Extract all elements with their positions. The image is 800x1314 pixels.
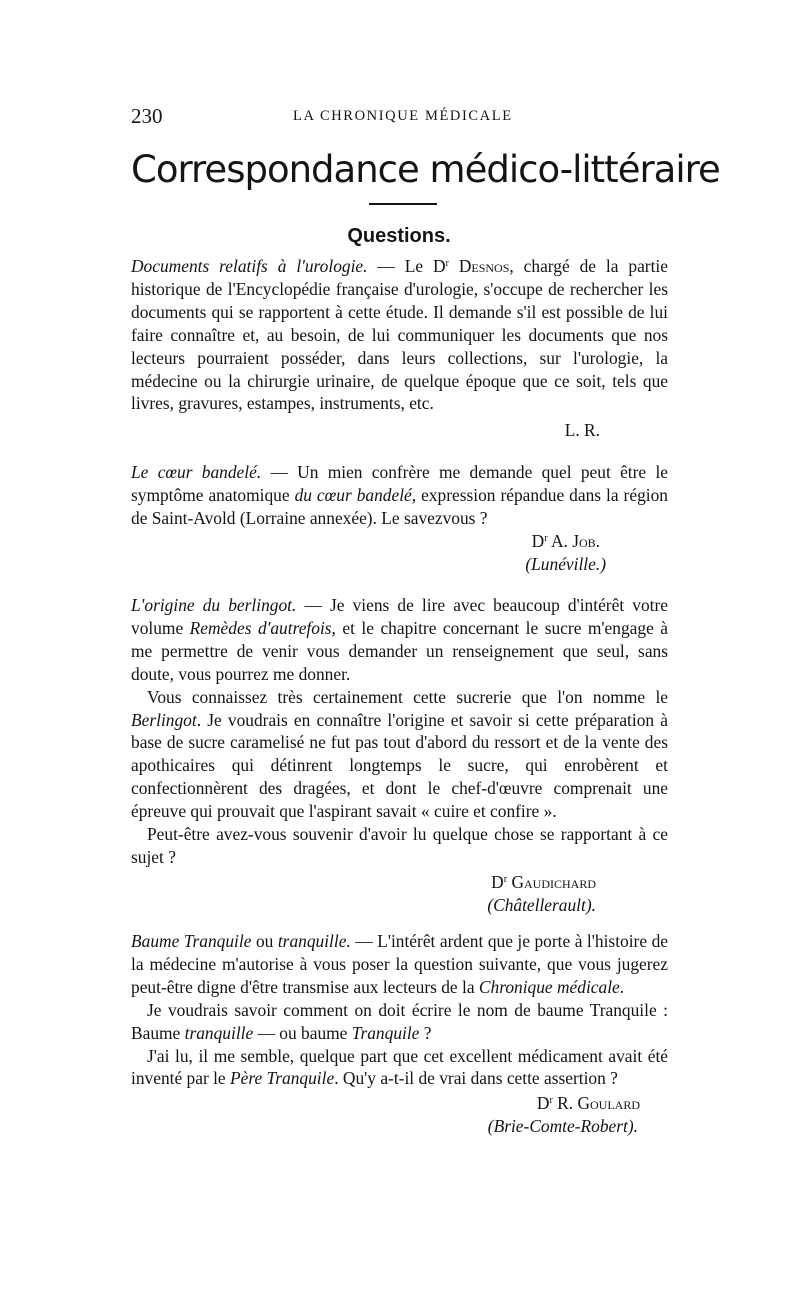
- page-number: 230: [131, 104, 163, 128]
- question-paragraph: Le cœur bandelé. — Un mien confrère me demande quel peut être le symptôme anatomique du cœur bandelé, expression répandue dans la région de Saint-Avold (Lorraine annexée). Le savezvous ?: [131, 462, 669, 528]
- page-header: [131, 104, 671, 134]
- signature: $D^r$ A. Job.: [531, 530, 600, 551]
- question-title: Baume Tranquile: [131, 931, 252, 951]
- signature-place: (Brie-Comte-Robert).: [487, 1116, 638, 1137]
- question-paragraph: Peut-être avez-vous souvenir d'avoir lu quelque chose se rapportant à ce sujet ?: [131, 824, 668, 867]
- question-baume-tranquile: [131, 930, 668, 1138]
- question-berlingot: [131, 594, 668, 917]
- question-title: Le cœur bandelé.: [131, 462, 262, 482]
- question-paragraph: J'ai lu, il me semble, quelque part que cet excellent médicament avait été inventé par le Père Tranquile. Qu'y a-t-il de vrai dans cette assertion ?: [131, 1045, 668, 1089]
- title-divider: [369, 203, 437, 205]
- question-paragraph: Vous connaissez très certainement cette sucrerie que l'on nomme le Berlingot. Je voudrais en connaître l'origine et savoir si cette préparation à base de sucre caramelisé ne fut pas tout d'abord du ressort et de la vente des apothicaires qui détinrent longtemps le sucre, qui enrobèrent et confectionnèrent des dragées, et dont le chef-d'œuvre comprenait une épreuve qui prouvait que l'aspirant savait « cuire et confire ».: [131, 686, 668, 822]
- question-title: L'origine du berlingot.: [131, 595, 297, 615]
- question-coeur-bandele: [131, 461, 668, 576]
- signature: $D^r$ R. Goulard: [536, 1093, 640, 1114]
- signature: L. R.: [564, 420, 600, 441]
- question-title: Documents relatifs à l'urologie.: [131, 256, 368, 276]
- person-name: Desnos: [458, 256, 510, 276]
- article-title: Correspondance médico-littéraire: [131, 148, 720, 191]
- question-paragraph: Documents relatifs à l'urologie. — Le $D^r$ Desnos, chargé de la partie historique de l'Encyclopédie française d'urologie, s'occupe de rechercher les documents qui se rapportent à cette étude. Il demande s'il est possible de lui faire connaître et, au besoin, de lui communiquer les documents que nos lecteurs pourraient posséder, dans leurs collections, sur l'urologie, la médecine ou la chirurgie urinaire, de quelque époque que ce soit, tels que livres, gravures, estampes, instruments, etc.: [131, 256, 668, 414]
- signature-place: (Lunéville.): [525, 553, 606, 574]
- question-paragraph: Je voudrais savoir comment on doit écrire le nom de baume Tranquile : Baume tranquille — ou baume Tranquile ?: [131, 999, 668, 1043]
- question-paragraph: L'origine du berlingot. — Je viens de lire avec beaucoup d'intérêt votre volume Remèdes d'autrefois, et le chapitre concernant le sucre m'engage à me permettre de venir vous demander un renseignement que seul, sans doute, vous pourrez me donner.: [131, 595, 668, 684]
- running-title: LA CHRONIQUE MÉDICALE: [293, 108, 513, 124]
- signature: $D^r$ Gaudichard: [491, 871, 596, 892]
- question-paragraph: Baume Tranquile ou tranquille. — L'intérêt ardent que je porte à l'histoire de la médecine m'autorise à vous poser la question suivante, que vous jugerez peut-être digne d'être transmise aux lecteurs de la Chronique médicale.: [131, 931, 668, 997]
- signature-place: (Châtellerault).: [487, 894, 596, 915]
- question-urologie: [131, 255, 668, 442]
- section-heading: Questions.: [347, 225, 451, 247]
